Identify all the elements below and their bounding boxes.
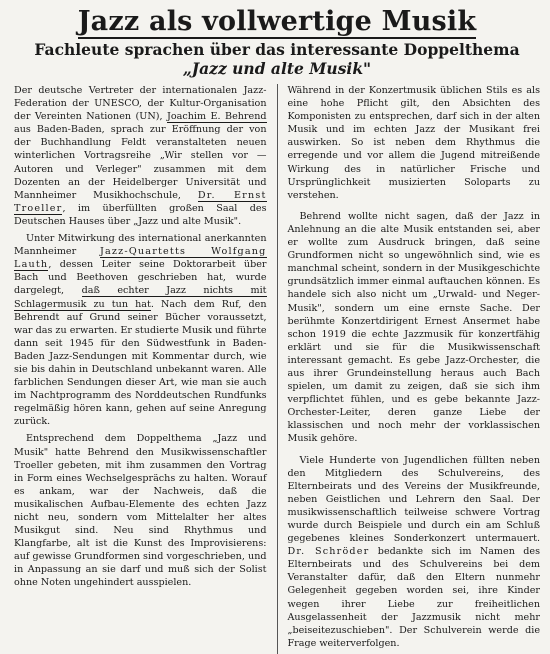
- left-p2-text-b: , dessen Leiter seine Doktorarbeit über Bach und Beethoven geschrieben hat, wurde dargelegt,: [14, 259, 267, 297]
- right-paragraph-2: Behrend wollte nicht sagen, daß der Jazz in Anlehnung an die alte Musik entstanden sei, aber er wollte zum Ausdruck bringen, daß seine Grundformen nicht so ungewöhnlich sind, wie es manchmal scheint, sondern in der Musikgeschichte grundsätzlich immer einmal auftauchen können. Es handele sich also nicht um „Urwald- und Neger-Musik", sondern um eine ernste Sache. Der berühmte Konzertdirigent Ernest Ansermet habe schon 1919 die echte Jazzmusik für konzertfähig erklärt und sie für die Musikwissenschaft interessant gemacht. Es gebe Jazz-Orchester, die aus ihrer Grundeinstellung heraus auch Bach spielen, um damit zu zeigen, daß sie sich ihm verpflichtet fühlen, und es gebe bekannte Jazz-Orchester-Leiter, deren ganze Liebe der klassischen und noch mehr der vorklassischen Musik gehöre.: [287, 210, 541, 445]
- name-schroeder: Dr. Schröder: [287, 546, 370, 558]
- left-p1-text-b: aus Baden-Baden, sprach zur Eröffnung der von der Buchhandlung Feldt veranstalteten neuen winterlichen Vortragsreihe „Wir stellen vor — Autoren und Verleger" zusammen mit dem Dozenten an der Heidelberger Universität und Mannheimer Musikhochschule,: [14, 124, 267, 201]
- name-troeller: Dr. Ernst Troeller: [14, 189, 267, 214]
- underlined-statement: daß echter Jazz nichts mit Schlagermusik zu tun hat: [14, 285, 267, 310]
- article-subhead-line1: Fachleute sprachen über das interessante Doppelthema: [34, 40, 520, 59]
- left-paragraph-2: [14, 232, 267, 428]
- left-p1-text-a: Der deutsche Vertreter der internationalen Jazz-Federation der UNESCO, der Kultur-Organisation der Vereinten Nationen (UN),: [14, 85, 267, 123]
- left-p1-text-c: , im überfüllten großen Saal des Deutschen Hauses über „Jazz und alte Musik".: [14, 202, 267, 227]
- left-column: [14, 84, 267, 654]
- article-subhead-line2: „Jazz und alte Musik": [182, 59, 372, 78]
- left-p2-text-c: . Nach dem Ruf, den Behrendt auf Grund seiner Bücher voraussetzt, war das zu erwarten. Er studierte Musik und führte dann seit 1945 für den Südwestfunk in Baden-Baden Jazz-Sendungen mit Kommentar durch, wie sie bis dahin in Deutschland unbekannt waren. Alle farblichen Sendungen dieser Art, wie man sie auch im Nachtprogramm des Norddeutschen Rundfunks regelmäßig hören kann, gehen auf seine Anregung zurück.: [14, 298, 267, 428]
- right-column: [288, 84, 541, 654]
- name-behrend: Joachim E. Behrend: [167, 111, 267, 123]
- right-p3-text-b: bedankte sich im Namen des Elternbeirats und des Schulvereins bei dem Veranstalter dafür, daß den Eltern nunmehr Gelegenheit gegeben worden sei, ihre Kinder wegen ihrer Liebe zur freiheitlichen Ausgelassenheit der Jazzmusik nicht mehr „beiseitezuschieben". Der Schulverein werde die Frage weiterverfolgen.: [287, 546, 541, 649]
- right-p3-text-a: Viele Hunderte von Jugendlichen füllten neben den Mitgliedern des Schulvereins, des Elternbeirats und des Vereins der Musikfreunde, neben Geistlichen und Lehrern den Saal. Der musikwissenschaftlich teilweise schwere Vortrag wurde durch Beispiele und durch ein am Schluß gegebenes kleines Sonderkonzert untermauert.: [287, 454, 541, 545]
- left-paragraph-1: [14, 84, 267, 228]
- right-paragraph-3: [288, 454, 541, 650]
- column-divider: [277, 84, 278, 654]
- article-headline: [14, 6, 540, 38]
- left-paragraph-3: Entsprechend dem Doppelthema „Jazz und Musik" hatte Behrend den Musikwissenschaftler Troeller gebeten, mit ihm zusammen den Vortrag in Form eines Wechselgesprächs zu halten. Worauf es ankam, war der Nachweis, daß die musikalischen Aufbau-Elemente des echten Jazz nicht neu, sondern vom Mittelalter her altes Musikgut sind. Neu sind Rhythmus und Klangfarbe, alt ist die Kunst des Improvisierens: auf gewisse Grundformen sind vorgeschrieben, und in Anpassung an sie darf und muß sich der Solist ohne Noten ungehindert ausspielen.: [14, 433, 267, 589]
- article-body: [14, 84, 540, 654]
- name-jazz-quartett: Jazz-Quartetts Wolfgang Lauth: [14, 246, 267, 271]
- headline-text: Jazz als vollwertige Musik: [77, 6, 477, 37]
- right-paragraph-1: Während in der Konzertmusik üblichen Stils es als eine hohe Pflicht gilt, den Absichten des Komponisten zu entsprechen, darf sich in der alten Musik und im echten Jazz der Musikant frei auswirken. So ist neben dem Rhythmus die erregende und vor allem die Jugend mitreißende Wirkung des in natürlicher Frische und Ursprünglichkeit musizierten Soloparts zu verstehen.: [287, 85, 541, 201]
- left-p2-text-a: Unter Mitwirkung des international anerkannten Mannheimer: [14, 233, 267, 258]
